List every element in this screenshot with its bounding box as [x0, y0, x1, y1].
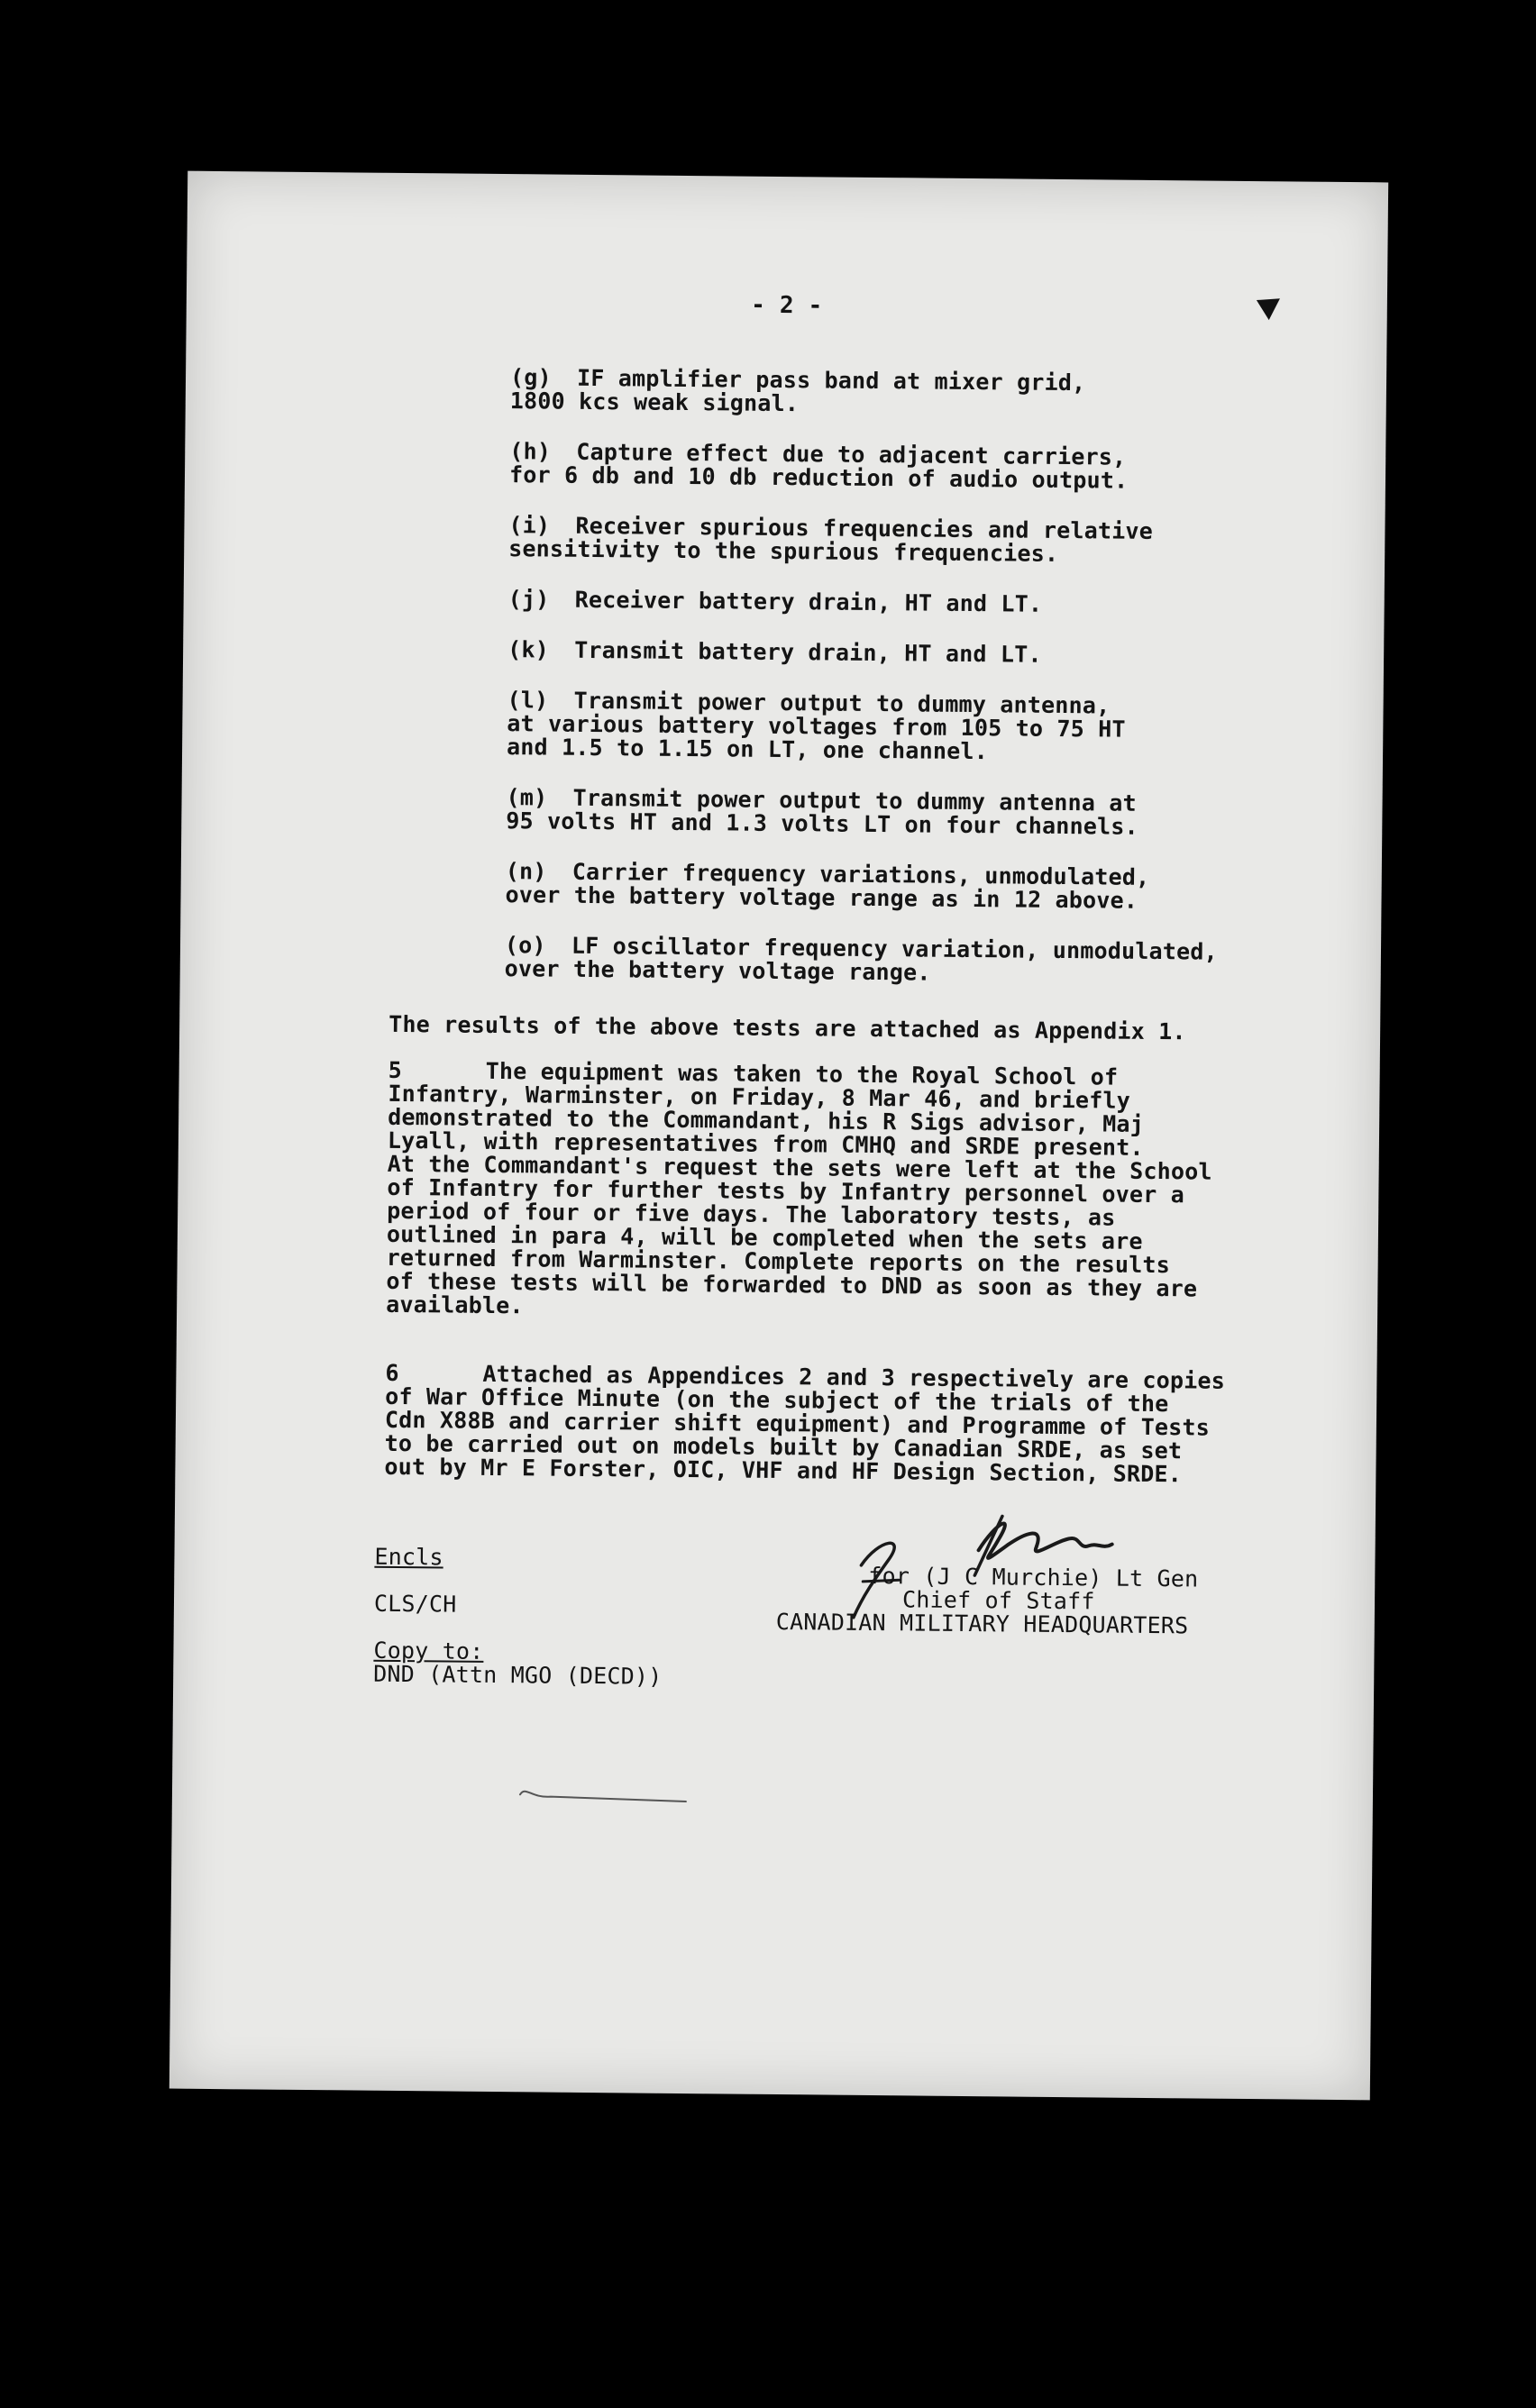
page-number: - 2 - — [751, 291, 823, 320]
item-text: Capture effect due to adjacent carriers, for 6 db and 10 db reduction of audio output. — [508, 438, 1129, 494]
enclosures-block — [373, 1543, 825, 1691]
results-statement: The results of the above tests are attached as Appendix 1. — [389, 1010, 1186, 1045]
item-text: Receiver spurious frequencies and relative sensitivity to the spurious frequencies. — [508, 512, 1154, 567]
list-item — [508, 588, 1320, 619]
item-label: (n) — [505, 858, 547, 885]
item-text: Receiver battery drain, HT and LT. — [574, 586, 1043, 617]
paragraph-6 — [384, 1359, 1340, 1488]
item-label: (j) — [507, 586, 550, 613]
item-label: (l) — [507, 687, 549, 714]
paragraph-text: The equipment was taken to the Royal School of Infantry, Warminster, on Friday, 8 Mar 46, and briefly demonstrated to the Commandant, his R Sigs advisor, Maj Lyall, with representatives from CMHQ and SRDE present. At the Commandant's request the sets were left at the School of Infantry for further tests by Infantry personnel over a period of four or five days. The laboratory tests, as outlined in para 4, will be completed when the sets are returned from Warminster. Complete reports on the results of these tests will be forwarded to DND as soon as they are available. — [386, 1057, 1212, 1319]
pencil-mark — [515, 1778, 695, 1807]
paragraph-number: 5 — [388, 1056, 403, 1083]
paragraph-5 — [386, 1056, 1344, 1326]
signatory-title: Chief of Staff — [901, 1586, 1095, 1615]
item-label: (k) — [507, 636, 550, 663]
list-item — [507, 689, 1319, 767]
list-item — [509, 440, 1321, 495]
copy-recipient: DND (Attn MGO (DECD)) — [373, 1660, 663, 1690]
list-item — [506, 786, 1317, 841]
item-label: (h) — [509, 438, 552, 465]
item-label: (i) — [508, 512, 551, 539]
item-text: IF amplifier pass band at mixer grid, 1800 kcs weak signal. — [509, 364, 1086, 417]
item-text: Transmit battery drain, HT and LT. — [574, 636, 1042, 668]
signatory-organization: CANADIAN MILITARY HEADQUARTERS — [775, 1608, 1189, 1639]
paragraph-text: Attached as Appendices 2 and 3 respectively are copies of War Office Minute (on the subject of the trials of the Cdn X88B and carrier shift equipment) and Programme of Tests to be carried out on models built by Canadian SRDE, as set out by Mr E Forster, OIC, VHF and HF Design Section, SRDE. — [384, 1360, 1226, 1488]
reference-initials: CLS/CH — [373, 1590, 457, 1618]
page-content — [169, 171, 1388, 2101]
copy-to-label: Copy to: — [373, 1637, 484, 1665]
list-item — [508, 514, 1320, 569]
item-text: LF oscillator frequency variation, unmodulated, over the battery voltage range. — [504, 932, 1218, 986]
item-text: Transmit power output to dummy antenna, at various battery voltages from 105 to 75 HT and 1.5 to 1.15 on LT, one channel. — [506, 687, 1126, 765]
list-item — [505, 934, 1316, 989]
test-items-list — [504, 366, 1321, 1016]
enclosures-label: Encls — [374, 1543, 443, 1571]
paragraph-number: 6 — [385, 1359, 399, 1386]
item-text: Transmit power output to dummy antenna at 95 volts HT and 1.3 volts LT on four channels. — [506, 784, 1139, 840]
list-item — [505, 860, 1316, 915]
item-label: (o) — [504, 932, 546, 959]
signatory-name: for (J C Murchie) Lt Gen — [868, 1562, 1199, 1592]
list-item — [510, 366, 1321, 421]
document-page — [169, 171, 1388, 2101]
item-label: (g) — [509, 364, 552, 391]
corner-mark-icon — [1255, 295, 1282, 322]
signature-block — [776, 1564, 1246, 1638]
item-text: Carrier frequency variations, unmodulated, over the battery voltage range as in 12 above. — [505, 858, 1150, 914]
list-item — [507, 638, 1319, 670]
item-label: (m) — [506, 784, 548, 811]
